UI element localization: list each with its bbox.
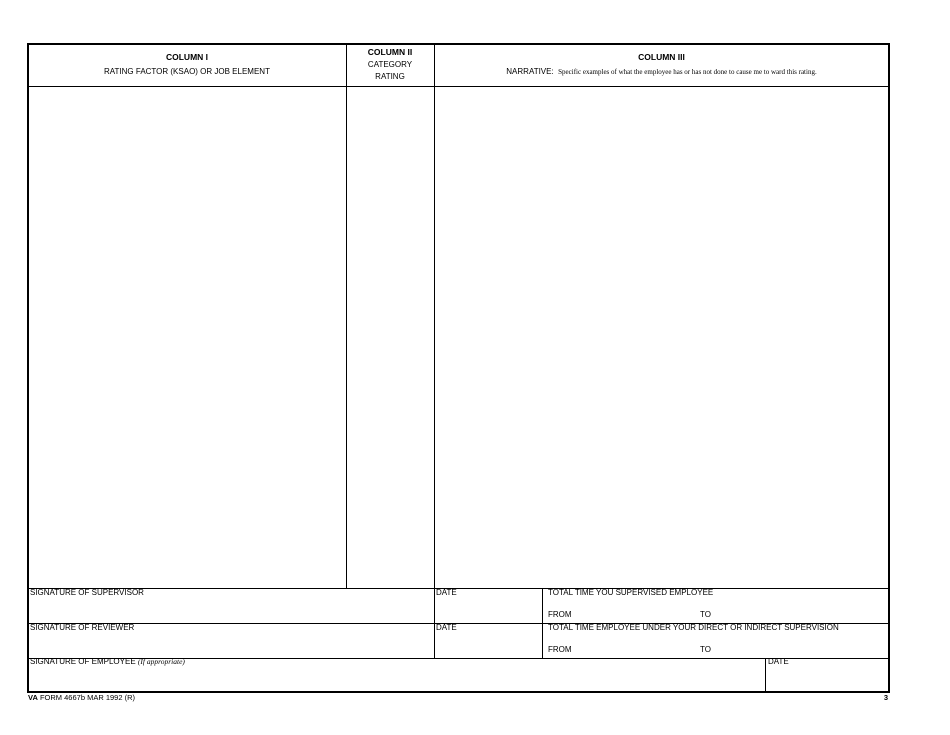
employee-signature-label-group <box>30 657 185 666</box>
reviewer-signature-label: SIGNATURE OF REVIEWER <box>30 623 135 632</box>
reviewer-date-field[interactable] <box>436 633 541 657</box>
supervisor-date-field[interactable] <box>436 598 541 622</box>
category-rating-field[interactable] <box>348 88 433 587</box>
reviewer-total-label: TOTAL TIME EMPLOYEE UNDER YOUR DIRECT OR INDIRECT SUPERVISION <box>548 623 839 632</box>
column-ii-subtitle-rating: RATING <box>375 72 405 81</box>
column-i-subtitle: RATING FACTOR (KSAO) OR JOB ELEMENT <box>104 67 270 76</box>
form-id-prefix: VA <box>28 693 38 702</box>
reviewer-signature-field[interactable] <box>29 633 433 657</box>
form-id <box>28 693 135 702</box>
header-divider <box>28 86 889 87</box>
reviewer-from-label: FROM <box>548 645 572 654</box>
date-time-divider <box>542 588 543 658</box>
reviewer-from-field[interactable] <box>575 641 695 657</box>
column-ii-title: COLUMN II <box>367 47 413 57</box>
signature-row-1-top <box>28 588 889 589</box>
supervised-from-field[interactable] <box>575 606 695 622</box>
page-number: 3 <box>883 693 888 702</box>
employee-date-field[interactable] <box>767 668 888 691</box>
supervised-from-label: FROM <box>548 610 572 619</box>
column-iii-subtitle <box>434 66 889 78</box>
rating-factor-field[interactable] <box>29 88 345 587</box>
form-id-text: FORM 4667b MAR 1992 (R) <box>39 693 136 702</box>
column-divider-1 <box>346 44 347 588</box>
column-divider-2 <box>434 44 435 658</box>
reviewer-to-label: TO <box>700 645 711 654</box>
column-ii-subtitle-category: CATEGORY <box>367 60 413 69</box>
column-i-title: COLUMN I <box>165 52 209 62</box>
narrative-lead: NARRATIVE: <box>506 67 554 76</box>
supervised-to-field[interactable] <box>716 606 886 622</box>
narrative-instructions: Specific examples of what the employee has or has not done to cause me to ward this rating. <box>558 68 817 76</box>
reviewer-to-field[interactable] <box>716 641 886 657</box>
employee-date-label: DATE <box>768 657 789 666</box>
supervisor-date-label: DATE <box>436 588 457 597</box>
supervisor-signature-field[interactable] <box>29 598 433 622</box>
employee-signature-label: SIGNATURE OF EMPLOYEE <box>30 657 136 666</box>
narrative-field[interactable] <box>436 88 888 587</box>
employee-signature-field[interactable] <box>29 668 764 691</box>
employee-signature-note: (If appropriate) <box>137 657 185 666</box>
supervised-to-label: TO <box>700 610 711 619</box>
supervisor-signature-label: SIGNATURE OF SUPERVISOR <box>30 588 144 597</box>
supervised-total-label: TOTAL TIME YOU SUPERVISED EMPLOYEE <box>548 588 714 597</box>
column-iii-title: COLUMN III <box>638 52 685 62</box>
reviewer-date-label: DATE <box>436 623 457 632</box>
employee-date-divider <box>765 658 766 692</box>
